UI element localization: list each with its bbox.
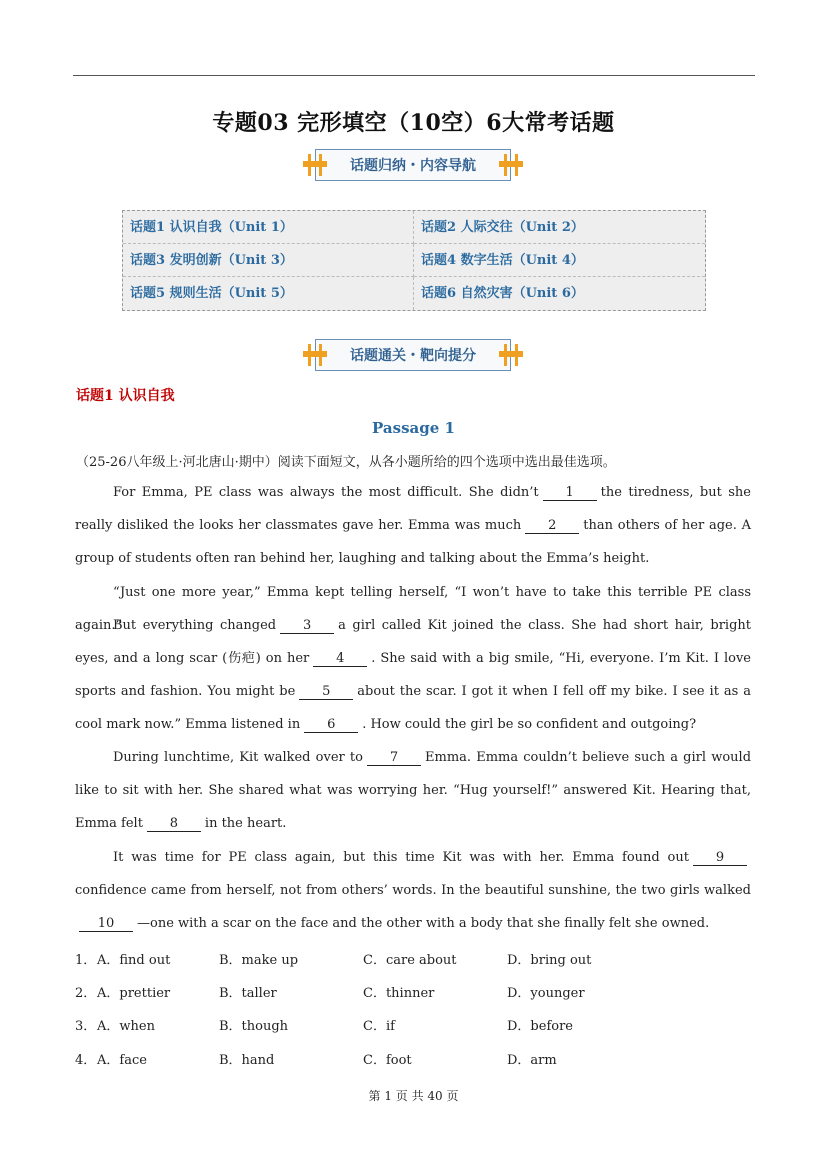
passage-paragraph-1: For Emma, PE class was always the most difficult. She didn’t 1 the tiredness, but she really disliked the looks her classmates gave her. Emma was much 2 than others of her age. A group of students often ran behind her, laughing and talking about the Emma’s height. xyxy=(75,485,751,566)
blank-5: 5 xyxy=(299,685,353,700)
banner-decoration-icon xyxy=(504,154,518,176)
instruction-text: （25-26八年级上·河北唐山·期中）阅读下面短文，从各小题所给的四个选项中选出最佳选项。 xyxy=(76,455,616,470)
blank-4: 4 xyxy=(313,652,367,667)
header-rule xyxy=(73,75,755,76)
option-c[interactable]: C．if xyxy=(363,1019,395,1034)
question-number: 1． xyxy=(75,953,97,968)
topic-table xyxy=(122,210,706,311)
passage-paragraph-5: It was time for PE class again, but this time Kit was with her. Emma found out 9confidence came from herself, not from others’ words. In the beautiful sunshine, the two girls walked10 —one with a scar on the face and the other with a body that she finally felt she owned. xyxy=(75,850,751,931)
banner-content-navigation xyxy=(315,149,511,181)
blank-8: 8 xyxy=(147,817,201,832)
question-number: 2． xyxy=(75,986,97,1001)
blank-10: 10 xyxy=(79,917,133,932)
topic-cell[interactable]: 话题6 自然灾害（Unit 6） xyxy=(421,286,584,301)
topic-cell[interactable]: 话题1 认识自我（Unit 1） xyxy=(123,211,414,244)
option-d[interactable]: D．bring out xyxy=(507,953,592,968)
option-a[interactable]: A．find out xyxy=(97,953,171,968)
passage-paragraph-3: But everything changed 3 a girl called Kit joined the class. She had short hair, bright eyes, and a long scar (伤疤) on her 4 . She said with a big smile, “Hi, everyone. I’m Kit. I love sports and fashion. You might be 5 about the scar. I got it when I fell off my bike. I see it as a cool mark now.” Emma listened in 6 . How could the girl be so confident and outgoing? xyxy=(75,618,751,732)
topic-cell[interactable]: 话题5 规则生活（Unit 5） xyxy=(123,277,414,310)
question-number: 3． xyxy=(75,1019,97,1034)
topic-cell[interactable]: 话题3 发明创新（Unit 3） xyxy=(123,244,414,277)
option-a[interactable]: A．prettier xyxy=(97,986,171,1001)
topic-cell[interactable]: 话题2 人际交往（Unit 2） xyxy=(414,211,705,244)
option-a[interactable]: A．when xyxy=(97,1019,155,1034)
option-c[interactable]: C．thinner xyxy=(363,986,435,1001)
option-b[interactable]: B．though xyxy=(219,1019,289,1034)
banner-topic-practice xyxy=(315,339,511,371)
banner-label: 话题归纳・内容导航 xyxy=(350,158,476,174)
blank-2: 2 xyxy=(525,519,579,534)
passage-paragraph-2: “Just one more year,” Emma kept telling herself, “I won’t have to take this terrible PE class again.” xyxy=(75,585,751,633)
option-b[interactable]: B．hand xyxy=(219,1053,275,1068)
banner-decoration-icon xyxy=(504,344,518,366)
option-d[interactable]: D．before xyxy=(507,1019,573,1034)
blank-7: 7 xyxy=(367,751,421,766)
banner-label: 话题通关・靶向提分 xyxy=(350,348,476,364)
question-number: 4． xyxy=(75,1053,97,1068)
section-heading: 话题1 认识自我 xyxy=(76,388,175,404)
option-b[interactable]: B．make up xyxy=(219,953,299,968)
blank-1: 1 xyxy=(543,486,597,501)
option-a[interactable]: A．face xyxy=(97,1053,147,1068)
blank-9: 9 xyxy=(693,851,747,866)
banner-decoration-icon xyxy=(308,154,322,176)
option-d[interactable]: D．arm xyxy=(507,1053,557,1068)
passage-paragraph-4: During lunchtime, Kit walked over to 7 Emma. Emma couldn’t believe such a girl would like to sit with her. She shared what was worrying her. “Hug yourself!” answered Kit. Hearing that, Emma felt 8 in the heart. xyxy=(75,750,752,831)
blank-6: 6 xyxy=(304,718,358,733)
option-c[interactable]: C．foot xyxy=(363,1053,412,1068)
option-c[interactable]: C．care about xyxy=(363,953,457,968)
blank-3: 3 xyxy=(280,619,334,634)
page-title: 专题03 完形填空（10空）6大常考话题 xyxy=(212,110,615,136)
banner-decoration-icon xyxy=(308,344,322,366)
topic-cell[interactable]: 话题4 数字生活（Unit 4） xyxy=(414,244,705,277)
page-footer: 第 1 页 共 40 页 xyxy=(368,1089,459,1103)
option-d[interactable]: D．younger xyxy=(507,986,585,1001)
option-b[interactable]: B．taller xyxy=(219,986,277,1001)
passage-title: Passage 1 xyxy=(372,419,455,437)
